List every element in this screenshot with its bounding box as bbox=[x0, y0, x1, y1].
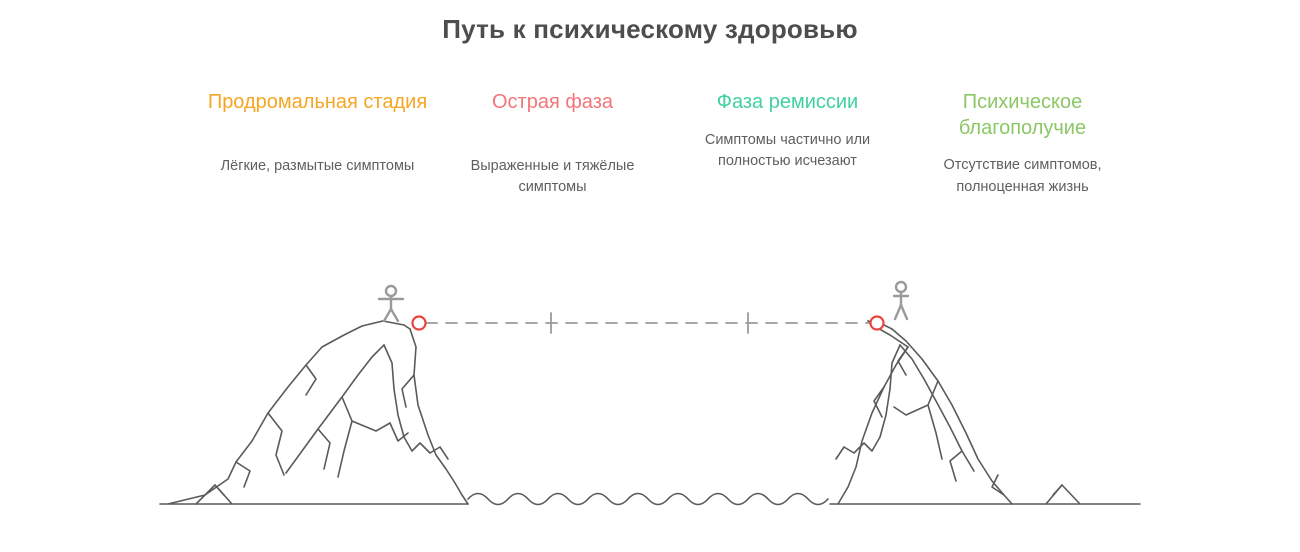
stage-title-remission: Фаза ремиссии bbox=[716, 91, 859, 113]
stage-column-wellbeing bbox=[905, 90, 1140, 199]
stage-description-wellbeing: Отсутствие симптомов, полноценная жизнь bbox=[943, 157, 1102, 195]
anchor-point-left-icon bbox=[413, 317, 426, 330]
stage-column-acute bbox=[435, 90, 670, 199]
stick-figure-left-icon bbox=[379, 286, 403, 321]
mountain-illustration bbox=[0, 255, 1300, 547]
stage-column-prodromal bbox=[200, 90, 435, 177]
stage-title-prodromal: Продромальная стадия bbox=[207, 91, 428, 113]
page-title: Путь к психическому здоровью bbox=[442, 14, 858, 44]
illustration-svg bbox=[0, 255, 1300, 547]
water-surface bbox=[468, 494, 828, 505]
stage-description-prodromal: Лёгкие, размытые симптомы bbox=[220, 157, 415, 174]
stage-column-remission bbox=[670, 90, 905, 173]
stage-columns bbox=[200, 90, 1140, 199]
right-mountain bbox=[830, 321, 1140, 504]
stage-title-wellbeing: Психическое благополучие bbox=[958, 91, 1087, 139]
stage-title-acute: Острая фаза bbox=[492, 91, 613, 113]
stage-description-remission: Симптомы частично или полностью исчезают bbox=[704, 131, 871, 170]
left-mountain bbox=[160, 321, 468, 504]
dashed-rope-path bbox=[426, 313, 870, 333]
anchor-point-right-icon bbox=[871, 317, 884, 330]
stick-figure-right-icon bbox=[894, 282, 908, 319]
stage-description-acute: Выраженные и тяжёлые симптомы bbox=[470, 157, 635, 196]
